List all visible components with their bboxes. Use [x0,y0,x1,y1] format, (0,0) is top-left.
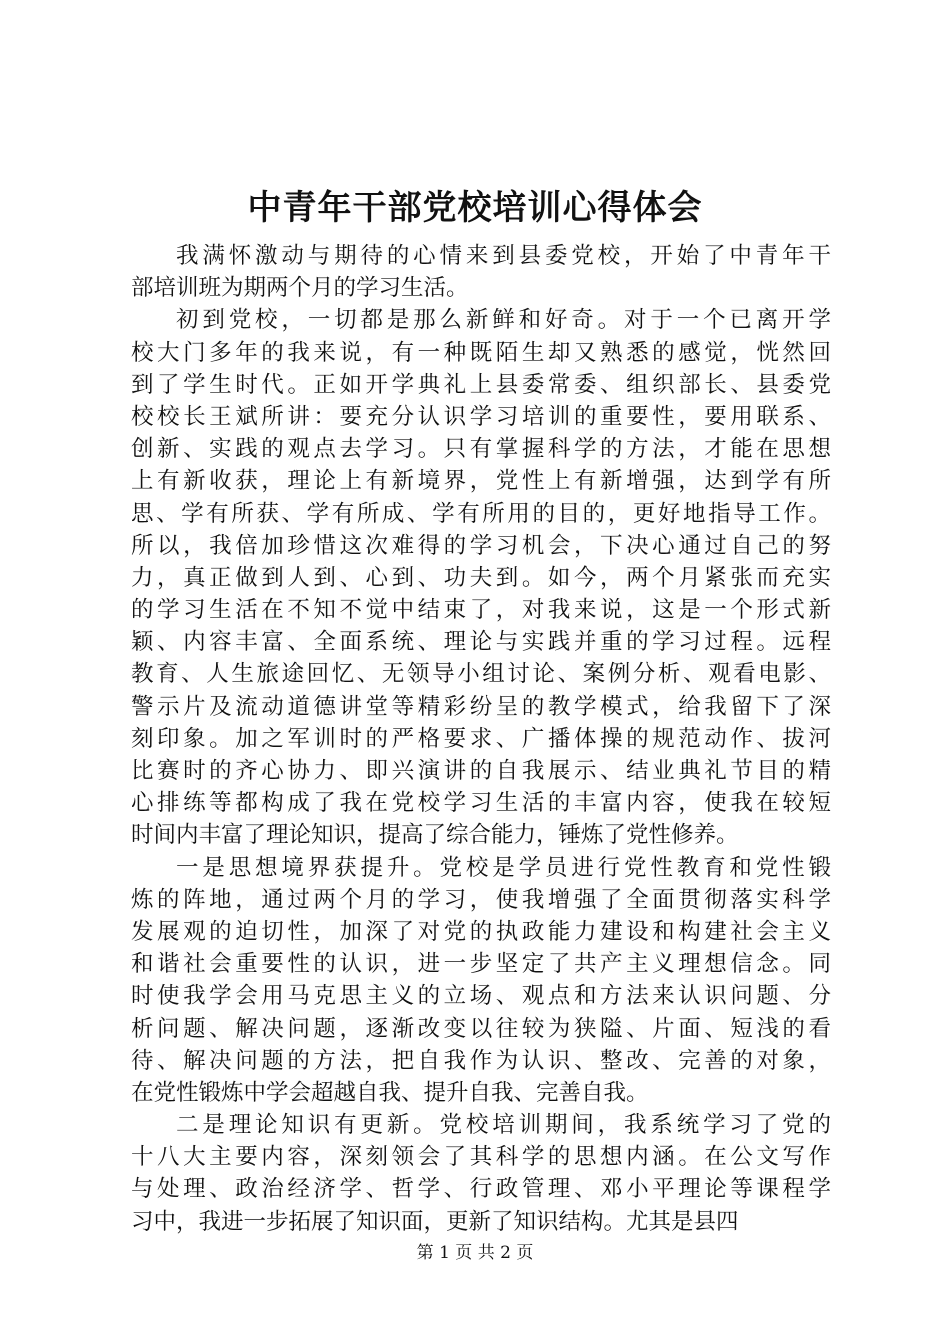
paragraph [131,240,831,304]
document-body [131,240,831,1238]
document-title: 中青年干部党校培训心得体会 [247,188,703,228]
paragraph-line: 时使我学会用马克思主义的立场、观点和方法来认识问题、分 [131,983,831,1010]
paragraph-line: 创新、实践的观点去学习。只有掌握科学的方法，才能在思想 [131,436,831,463]
paragraph-line: 初到党校，一切都是那么新鲜和好奇。对于一个已离开学 [176,307,831,334]
paragraph-line: 心排练等都构成了我在党校学习生活的丰富内容，使我在较短 [131,790,831,817]
paragraph-line: 比赛时的齐心协力、即兴演讲的自我展示、结业典礼节目的精 [131,758,831,784]
paragraph-line: 在党性锻炼中学会超越自我、提升自我、完善自我。 [131,1079,649,1106]
paragraph-line: 校校长王斌所讲：要充分认识学习培训的重要性，要用联系、 [131,403,831,430]
page-footer: 第 1 页 共 2 页 [416,1243,534,1263]
paragraph-line: 颖、内容丰富、全面系统、理论与实践并重的学习过程。远程 [131,629,831,656]
paragraph [131,304,831,851]
paragraph-line: 教育、人生旅途回忆、无领导小组讨论、案例分析、观看电影、 [131,661,831,688]
paragraph [131,852,831,1110]
paragraph-line: 力，真正做到人到、心到、功夫到。如今，两个月紧张而充实 [131,564,831,591]
paragraph-line: 思、学有所获、学有所成、学有所用的目的，更好地指导工作。 [131,500,831,527]
paragraph-line: 的学习生活在不知不觉中结束了，对我来说，这是一个形式新 [131,597,831,624]
paragraph-line: 二是理论知识有更新。党校培训期间，我系统学习了党的 [176,1112,831,1139]
paragraph-line: 和谐社会重要性的认识，进一步坚定了共产主义理想信念。同 [131,951,831,978]
paragraph-line: 一是思想境界获提升。党校是学员进行党性教育和党性锻 [176,854,831,881]
paragraph-line: 我满怀激动与期待的心情来到县委党校，开始了中青年干 [176,243,831,269]
paragraph-line: 校大门多年的我来说，有一种既陌生却又熟悉的感觉，恍然回 [131,339,831,366]
paragraph-line: 部培训班为期两个月的学习生活。 [131,275,469,302]
paragraph-line: 警示片及流动道德讲堂等精彩纷呈的教学模式，给我留下了深 [131,693,831,720]
paragraph-line: 上有新收获，理论上有新境界，党性上有新增强，达到学有所 [131,468,831,495]
paragraph-line: 待、解决问题的方法，把自我作为认识、整改、完善的对象， [131,1047,831,1074]
paragraph-line: 与处理、政治经济学、哲学、行政管理、邓小平理论等课程学 [131,1176,831,1203]
paragraph-line: 所以，我倍加珍惜这次难得的学习机会，下决心通过自己的努 [131,532,831,559]
paragraph-line: 析问题、解决问题，逐渐改变以往较为狭隘、片面、短浅的看 [131,1015,831,1042]
paragraph [131,1109,831,1238]
paragraph-line: 到了学生时代。正如开学典礼上县委常委、组织部长、县委党 [131,371,831,398]
paragraph-line: 炼的阵地，通过两个月的学习，使我增强了全面贯彻落实科学 [131,886,831,913]
paragraph-line: 十八大主要内容，深刻领会了其科学的思想内涵。在公文写作 [131,1144,831,1171]
paragraph-line: 习中，我进一步拓展了知识面，更新了知识结构。尤其是县四 [131,1208,739,1235]
paragraph-line: 发展观的迫切性，加深了对党的执政能力建设和构建社会主义 [131,918,831,945]
paragraph-line: 刻印象。加之军训时的严格要求、广播体操的规范动作、拔河 [131,725,831,752]
paragraph-line: 时间内丰富了理论知识，提高了综合能力，锤炼了党性修养。 [131,822,739,849]
